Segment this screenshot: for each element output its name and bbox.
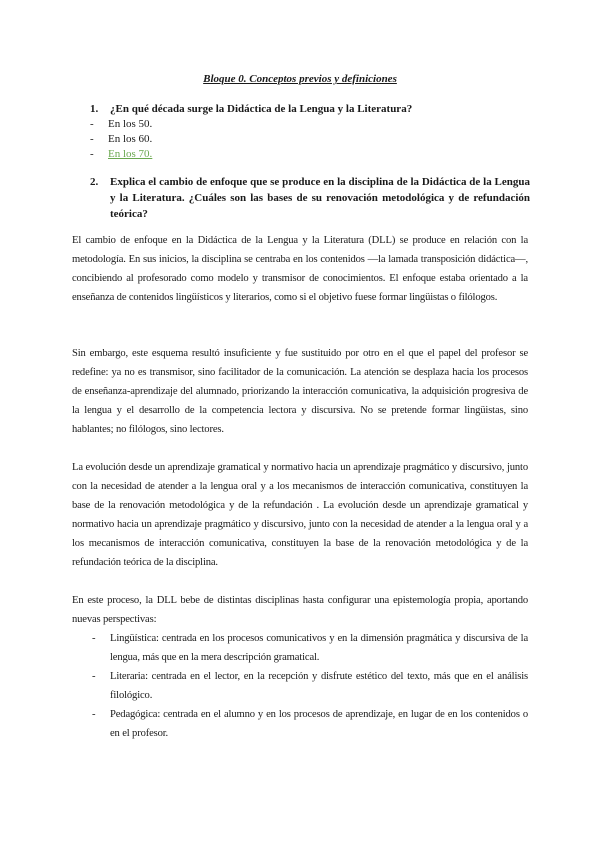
- answer-paragraph-4: En este proceso, la DLL bebe de distintas disciplinas hasta configurar una epistemología propia, aportando nuevas perspectivas:: [72, 595, 528, 625]
- question-2-number: 2.: [90, 176, 99, 188]
- question-1-number: 1.: [90, 103, 99, 115]
- option-marker: -: [90, 133, 94, 145]
- question-1: [72, 101, 530, 117]
- question-2: [72, 174, 530, 222]
- list-item: [92, 706, 528, 744]
- list-item-text: Pedagógica: centrada en el alumno y en los procesos de aprendizaje, en lugar de en los contenidos o en el profesor.: [110, 708, 528, 739]
- option-text: En los 50.: [108, 118, 153, 130]
- page-title: Bloque 0. Conceptos previos y definiciones: [203, 73, 397, 85]
- question-1-text: ¿En qué década surge la Didáctica de la Lengua y la Literatura?: [110, 103, 413, 115]
- answer-paragraph-1: El cambio de enfoque en la Didáctica de la Lengua y la Literatura (DLL) se produce en relación con la metodología. En sus inicios, la disciplina se centraba en los contenidos —la lamada transposición didáctica—, concibiendo al profesorado como modelo y transmisor de conocimientos. El enfoque estaba orientado a la enseñanza de contenidos lingüísticos y literarios, como si el objetivo fuese formar lingüistas o filólogos.: [72, 235, 528, 303]
- list-item: [92, 668, 528, 706]
- option-marker: -: [90, 118, 94, 130]
- list-item-text: Literaria: centrada en el lector, en la recepción y disfrute estético del texto, más que en el análisis filológico.: [110, 670, 528, 701]
- option-text-correct[interactable]: En los 70.: [108, 148, 153, 160]
- answer-paragraph-3: La evolución desde un aprendizaje gramatical y normativo hacia un aprendizaje pragmático y discursivo, junto con la necesidad de atender a la lengua oral y a los mecanismos de interacción comunicativa, constituyen la base de la renovación metodológica y de la refundación . La evolución desde un aprendizaje gramatical y normativo hacia un aprendizaje pragmático y discursivo, junto con la necesidad de atender a la lengua oral y a los mecanismos de interacción comunicativa, constituyen la base de la renovación metodológica y de la refundación teórica de la disciplina.: [72, 462, 528, 568]
- answer-paragraph-2: Sin embargo, este esquema resultó insuficiente y fue sustituido por otro en el que el papel del profesor se redefine: ya no es transmisor, sino facilitador de la comunicación. La atención se desplaza hacia los procesos de enseñanza-aprendizaje del alumnado, priorizando la interacción comunicativa, la adquisición progresiva de la lengua y el desarrollo de la competencia lectora y discursiva. No se pretende formar lingüistas, sino hablantes; no filólogos, sino lectores.: [72, 348, 528, 435]
- list-item-text: Lingüística: centrada en los procesos comunicativos y en la dimensión pragmática y discursiva de la lengua, más que en la mera descripción gramatical.: [110, 633, 528, 663]
- list-item: [92, 630, 528, 668]
- question-2-text: Explica el cambio de enfoque que se produce en la disciplina de la Didáctica de la Lengua y la Literatura. ¿Cuáles son las bases de su renovación metodológica y de refundación teórica?: [110, 176, 530, 220]
- list-item-marker: -: [92, 633, 96, 644]
- option-marker: -: [90, 148, 94, 160]
- list-item-marker: -: [92, 708, 96, 720]
- perspectives-list: [92, 630, 528, 743]
- option-text: En los 60.: [108, 133, 153, 145]
- list-item-marker: -: [92, 670, 96, 682]
